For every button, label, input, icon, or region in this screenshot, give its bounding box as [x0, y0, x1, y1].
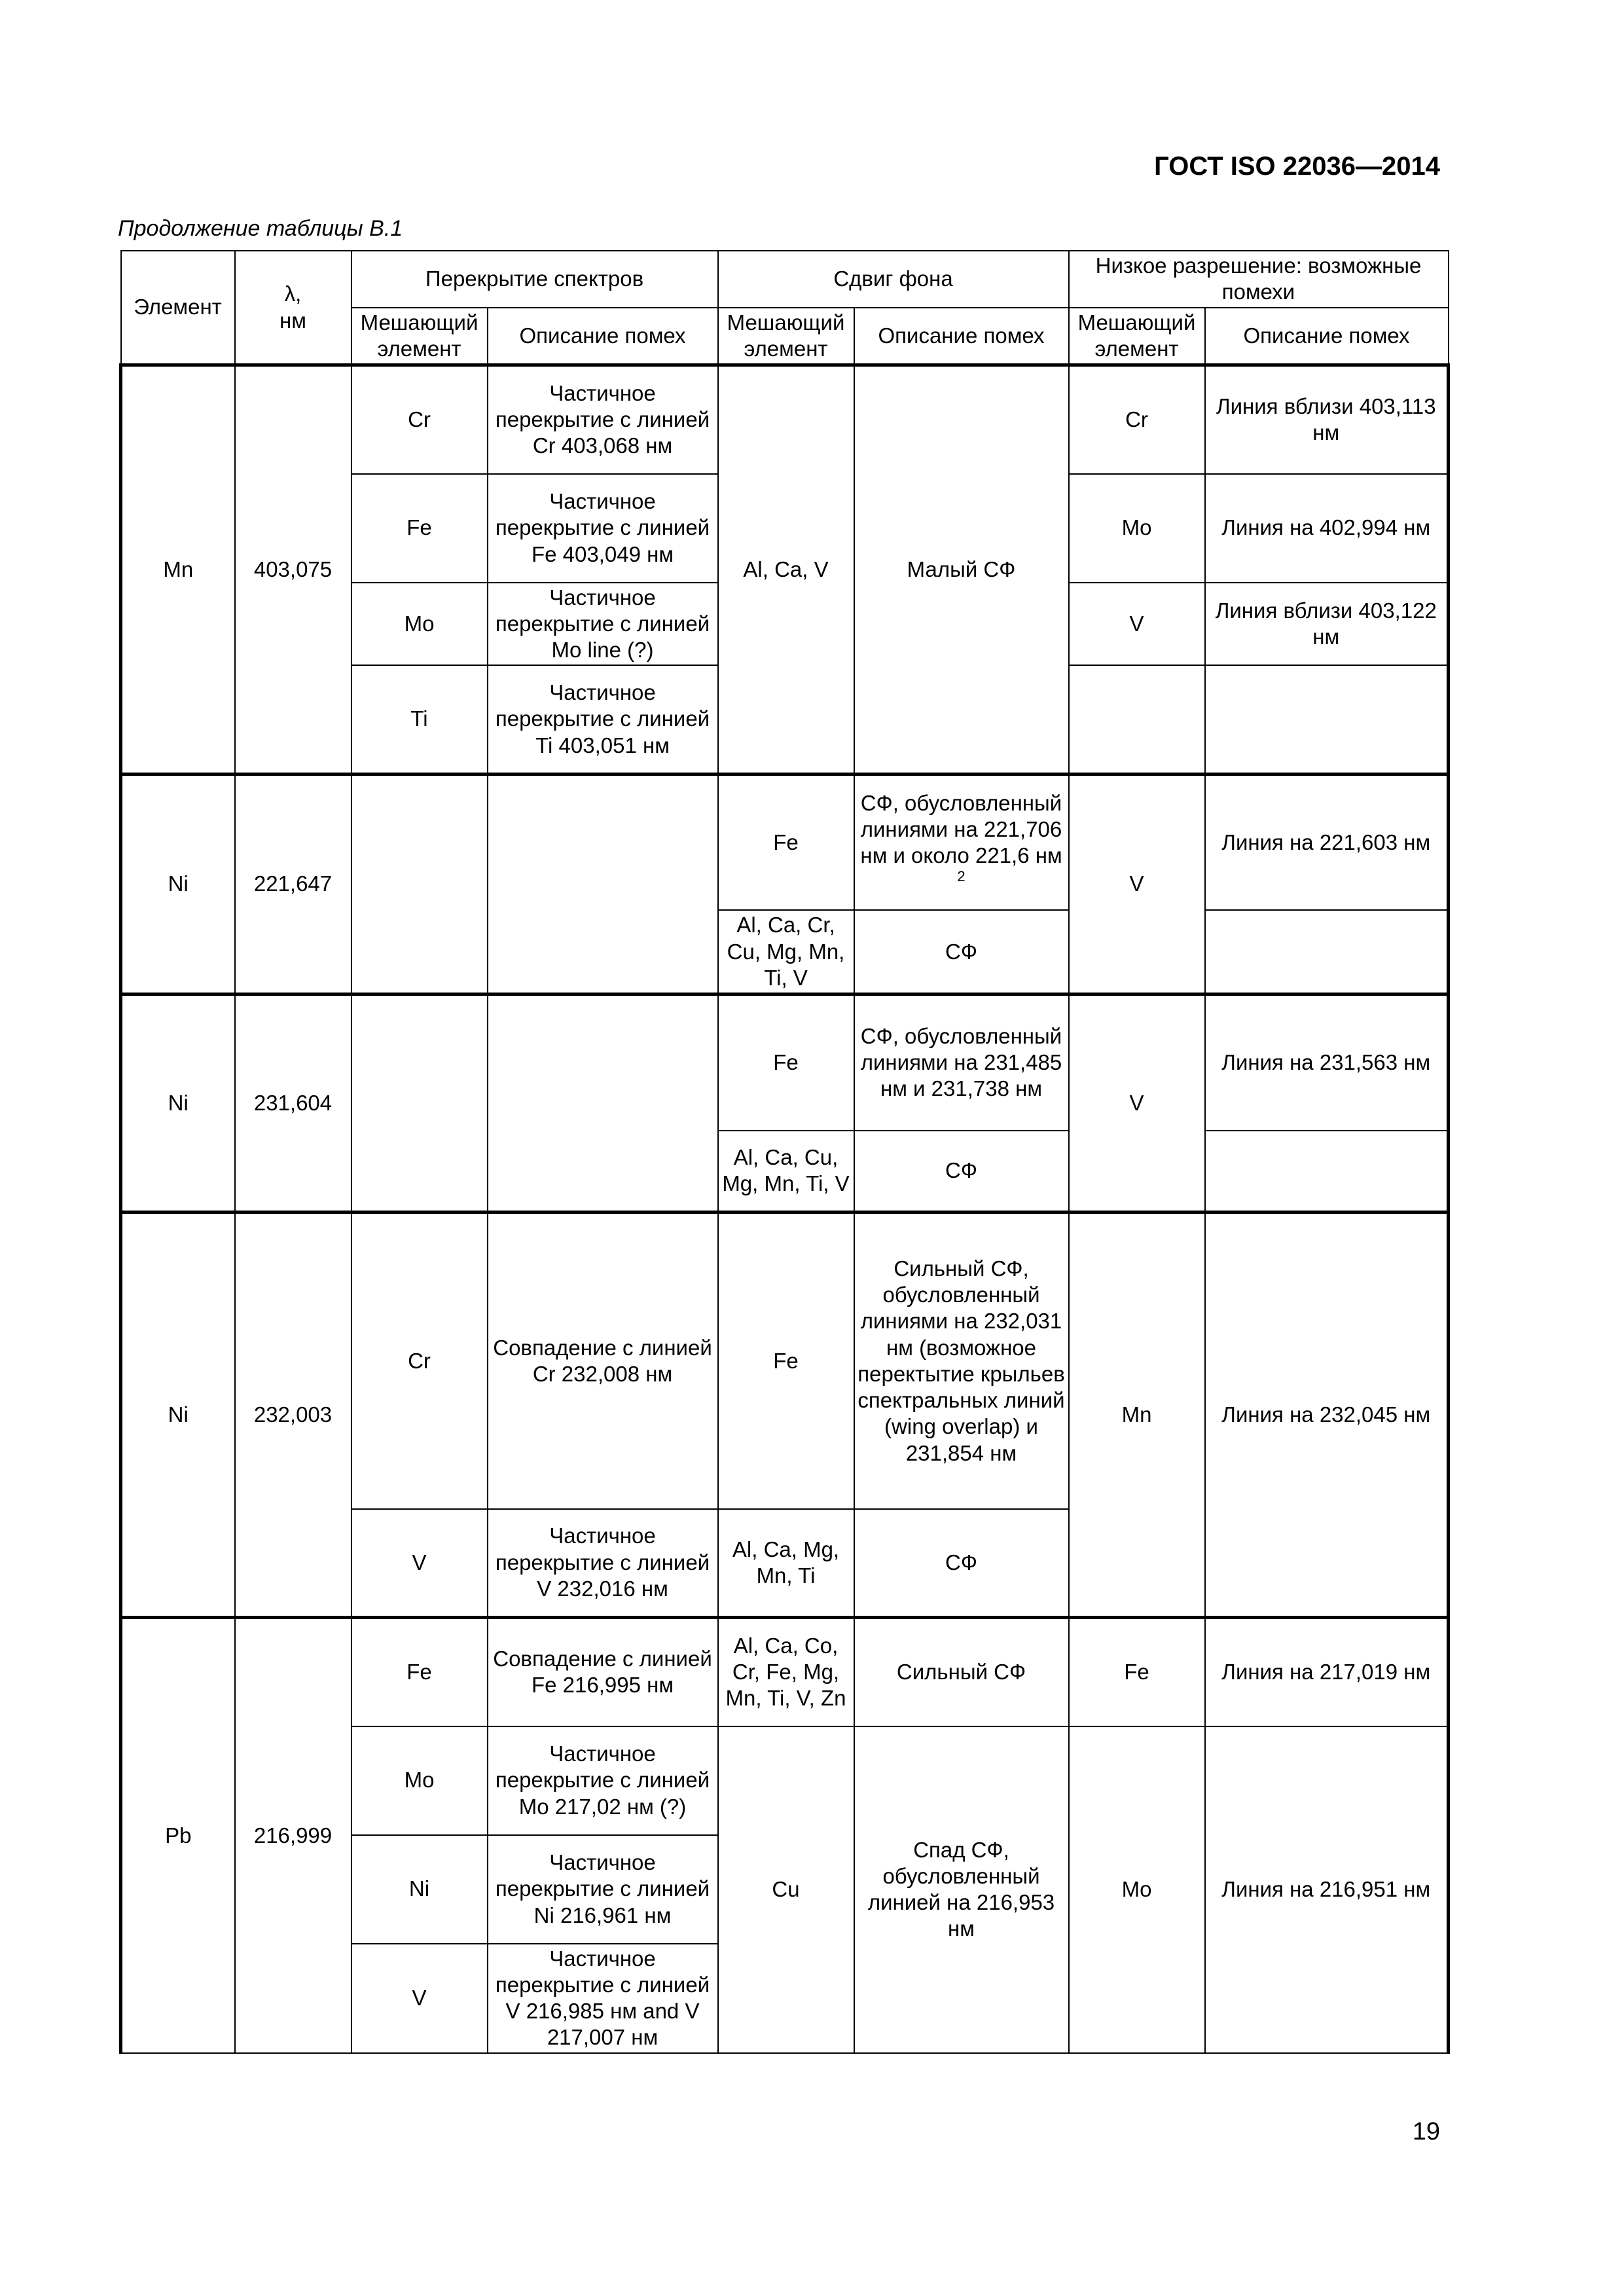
bg-element-cell: Fe [718, 774, 854, 910]
overlap-description-cell: Частичное перекрытие с линией Fe 403,049 нм [488, 474, 718, 583]
lowres-element-cell: V [1069, 994, 1205, 1212]
overlap-element-cell: V [352, 1944, 488, 2053]
document-header: ГОСТ ISO 22036—2014 [1154, 152, 1440, 181]
empty-cell [1069, 665, 1205, 774]
empty-cell [488, 774, 718, 994]
bg-description-cell: Сильный СФ [854, 1618, 1069, 1726]
bg-description-cell: СФ [854, 1131, 1069, 1212]
overlap-description-cell: Частичное перекрытие с линией V 216,985 нм and V 217,007 нм [488, 1944, 718, 2053]
wavelength-cell: 221,647 [235, 774, 352, 994]
bg-description-cell: Сильный СФ, обусловленный линиями на 232,031 нм (возможное перектытие крыльев спектральных линий (wing overlap) и 231,854 нм [854, 1212, 1069, 1509]
overlap-element-cell: Cr [352, 1212, 488, 1509]
overlap-element-cell: Mo [352, 583, 488, 666]
header-interferer: Мешающий элемент [1069, 308, 1205, 365]
page-number: 19 [1412, 2118, 1440, 2145]
lowres-description-cell: Линия на 402,994 нм [1205, 474, 1449, 583]
bg-description-cell: Малый СФ [854, 365, 1069, 774]
element-cell: Ni [121, 1212, 235, 1618]
overlap-description-cell: Частичное перекрытие с линией Mo line (?) [488, 583, 718, 666]
bg-element-cell: Fe [718, 1212, 854, 1509]
header-interferer: Мешающий элемент [352, 308, 488, 365]
overlap-description-cell: Частичное перекрытие с линией Mo 217,02 нм (?) [488, 1726, 718, 1835]
bg-description-cell: СФ, обусловленный линиями на 231,485 нм и 231,738 нм [854, 994, 1069, 1131]
bg-element-cell: Al, Ca, Cr, Cu, Mg, Mn, Ti, V [718, 910, 854, 994]
bg-element-cell: Al, Ca, Co, Cr, Fe, Mg, Mn, Ti, V, Zn [718, 1618, 854, 1726]
header-spectral-overlap: Перекрытие спектров [352, 251, 718, 308]
lowres-element-cell: Mo [1069, 1726, 1205, 2053]
lowres-element-cell: Mo [1069, 474, 1205, 583]
footnote-marker: 2 [957, 868, 965, 885]
bg-element-cell: Cu [718, 1726, 854, 2053]
bg-element-cell: Al, Ca, Cu, Mg, Mn, Ti, V [718, 1131, 854, 1212]
bg-element-cell: Al, Ca, V [718, 365, 854, 774]
overlap-description-cell: Частичное перекрытие с линией Ni 216,961 нм [488, 1835, 718, 1944]
overlap-element-cell: Fe [352, 474, 488, 583]
lowres-description-cell: Линия на 216,951 нм [1205, 1726, 1449, 2053]
wavelength-cell: 231,604 [235, 994, 352, 1212]
overlap-element-cell: Ni [352, 1835, 488, 1944]
overlap-element-cell: Cr [352, 365, 488, 474]
overlap-description-cell: Совпадение с линией Cr 232,008 нм [488, 1212, 718, 1509]
lowres-description-cell: Линия на 231,563 нм [1205, 994, 1449, 1131]
lowres-description-cell: Линия на 232,045 нм [1205, 1212, 1449, 1618]
interference-table [119, 250, 1450, 2054]
overlap-description-cell: Частичное перекрытие с линией Cr 403,068 нм [488, 365, 718, 474]
overlap-description-cell: Частичное перекрытие с линией V 232,016 нм [488, 1509, 718, 1618]
empty-cell [1205, 1131, 1449, 1212]
lowres-element-cell: V [1069, 583, 1205, 666]
overlap-element-cell: Ti [352, 665, 488, 774]
header-interferer: Мешающий элемент [718, 308, 854, 365]
empty-cell [1205, 910, 1449, 994]
empty-cell [352, 994, 488, 1212]
overlap-description-cell: Частичное перекрытие с линией Ti 403,051 нм [488, 665, 718, 774]
wavelength-cell: 403,075 [235, 365, 352, 774]
header-description: Описание помех [1205, 308, 1449, 365]
element-cell: Ni [121, 994, 235, 1212]
header-element: Элемент [121, 251, 235, 365]
lowres-element-cell: Fe [1069, 1618, 1205, 1726]
bg-element-cell: Fe [718, 994, 854, 1131]
lowres-element-cell: Cr [1069, 365, 1205, 474]
bg-description-cell: Спад СФ, обусловленный линией на 216,953 нм [854, 1726, 1069, 2053]
bg-description-cell: СФ, обусловленный линиями на 221,706 нм и около 221,6 нм $^2$ [854, 774, 1069, 910]
lowres-description-cell: Линия вблизи 403,113 нм [1205, 365, 1449, 474]
bg-element-cell: Al, Ca, Mg, Mn, Ti [718, 1509, 854, 1618]
lowres-description-cell: Линия на 217,019 нм [1205, 1618, 1449, 1726]
lowres-element-cell: V [1069, 774, 1205, 994]
bg-description-cell: СФ [854, 910, 1069, 994]
element-cell: Pb [121, 1618, 235, 2053]
element-cell: Ni [121, 774, 235, 994]
overlap-element-cell: V [352, 1509, 488, 1618]
empty-cell [488, 994, 718, 1212]
header-background-shift: Сдвиг фона [718, 251, 1069, 308]
overlap-description-cell: Совпадение с линией Fe 216,995 нм [488, 1618, 718, 1726]
bg-description-cell: СФ [854, 1509, 1069, 1618]
lowres-element-cell: Mn [1069, 1212, 1205, 1618]
element-cell: Mn [121, 365, 235, 774]
lowres-description-cell: Линия вблизи 403,122 нм [1205, 583, 1449, 666]
lowres-description-cell: Линия на 221,603 нм [1205, 774, 1449, 910]
overlap-element-cell: Fe [352, 1618, 488, 1726]
wavelength-cell: 232,003 [235, 1212, 352, 1618]
empty-cell [1205, 665, 1449, 774]
wavelength-cell: 216,999 [235, 1618, 352, 2053]
header-wavelength: λ, нм [235, 251, 352, 365]
empty-cell [352, 774, 488, 994]
header-description: Описание помех [854, 308, 1069, 365]
overlap-element-cell: Mo [352, 1726, 488, 1835]
table-caption: Продолжение таблицы В.1 [118, 216, 403, 241]
header-low-resolution: Низкое разрешение: возможные помехи [1069, 251, 1449, 308]
header-description: Описание помех [488, 308, 718, 365]
